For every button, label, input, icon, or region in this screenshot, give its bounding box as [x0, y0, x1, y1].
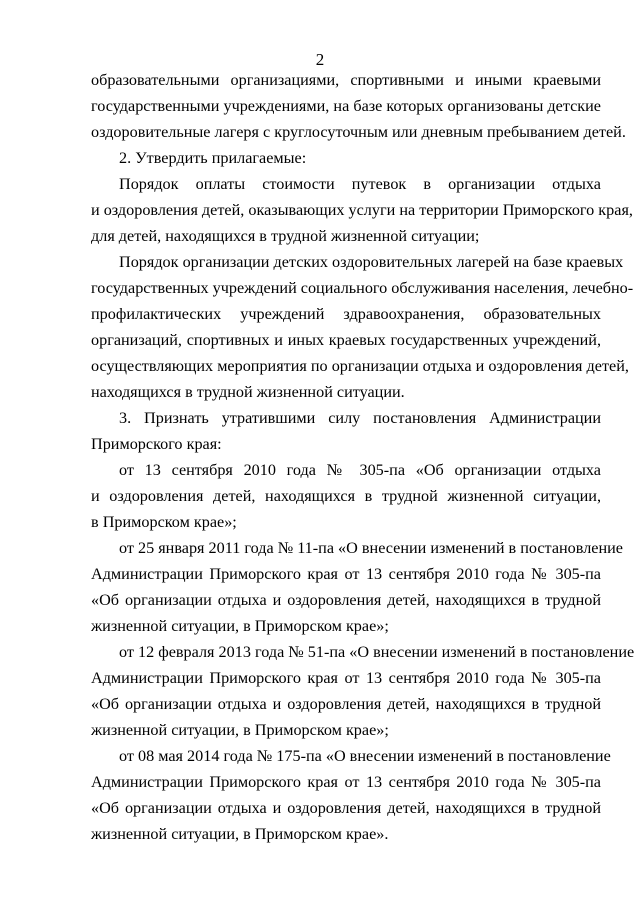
text-line: от 12 февраля 2013 года № 51-па «О внесении изменений в постановление: [119, 643, 635, 661]
text-line: в Приморском крае»;: [91, 513, 237, 531]
text-line: «Об организации отдыха и оздоровления детей, находящихся в трудной: [91, 591, 601, 609]
text-line: от 13 сентября 2010 года № 305-па «Об организации отдыха: [119, 461, 601, 479]
text-line: «Об организации отдыха и оздоровления детей, находящихся в трудной: [91, 799, 601, 817]
text-line: от 25 января 2011 года № 11-па «О внесении изменений в постановление: [119, 539, 623, 557]
paragraph-5: [91, 405, 601, 457]
paragraph-2: [91, 145, 601, 171]
text-line: Порядок организации детских оздоровительных лагерей на базе краевых: [119, 253, 624, 271]
text-line: Приморского края:: [91, 435, 222, 453]
text-line: жизненной ситуации, в Приморском крае».: [91, 825, 389, 843]
text-line: профилактических учреждений здравоохранения, образовательных: [91, 305, 601, 323]
text-line: Администрации Приморского края от 13 сентября 2010 года № 305-па: [91, 773, 601, 791]
text-line: государственными учреждениями, на базе которых организованы детские: [91, 97, 601, 115]
text-line: и оздоровления детей, оказывающих услуги на территории Приморского края,: [91, 201, 633, 219]
text-line: от 08 мая 2014 года № 175-па «О внесении изменений в постановление: [119, 747, 611, 765]
text-line: осуществляющих мероприятия по организации отдыха и оздоровления детей,: [91, 357, 629, 375]
paragraph-3: [91, 171, 633, 249]
paragraph-1: [91, 67, 626, 145]
body-text: [91, 67, 635, 847]
text-line: организаций, спортивных и иных краевых государственных учреждений,: [91, 331, 601, 349]
text-line: Администрации Приморского края от 13 сентября 2010 года № 305-па: [91, 565, 601, 583]
paragraph-6: [91, 457, 601, 535]
text-line: жизненной ситуации, в Приморском крае»;: [91, 617, 389, 635]
paragraph-8: [91, 639, 635, 743]
text-line: Порядок оплаты стоимости путевок в организации отдыха: [119, 175, 601, 193]
text-line: 3. Признать утратившими силу постановления Администрации: [119, 409, 601, 427]
text-line: находящихся в трудной жизненной ситуации.: [91, 383, 405, 401]
text-line: жизненной ситуации, в Приморском крае»;: [91, 721, 389, 739]
page-number: 2: [315, 50, 325, 69]
paragraph-7: [91, 535, 623, 639]
text-line: государственных учреждений социального обслуживания населения, лечебно-: [91, 279, 634, 297]
text-line: образовательными организациями, спортивными и иными краевыми: [91, 71, 601, 89]
paragraph-4: [91, 249, 634, 405]
text-line: 2. Утвердить прилагаемые:: [119, 149, 307, 167]
text-line: оздоровительные лагеря с круглосуточным или дневным пребыванием детей.: [91, 123, 626, 141]
text-line: Администрации Приморского края от 13 сентября 2010 года № 305-па: [91, 669, 601, 687]
paragraph-9: [91, 743, 611, 847]
text-line: и оздоровления детей, находящихся в трудной жизненной ситуации,: [91, 487, 601, 505]
text-line: «Об организации отдыха и оздоровления детей, находящихся в трудной: [91, 695, 601, 713]
text-line: для детей, находящихся в трудной жизненной ситуации;: [91, 227, 480, 245]
